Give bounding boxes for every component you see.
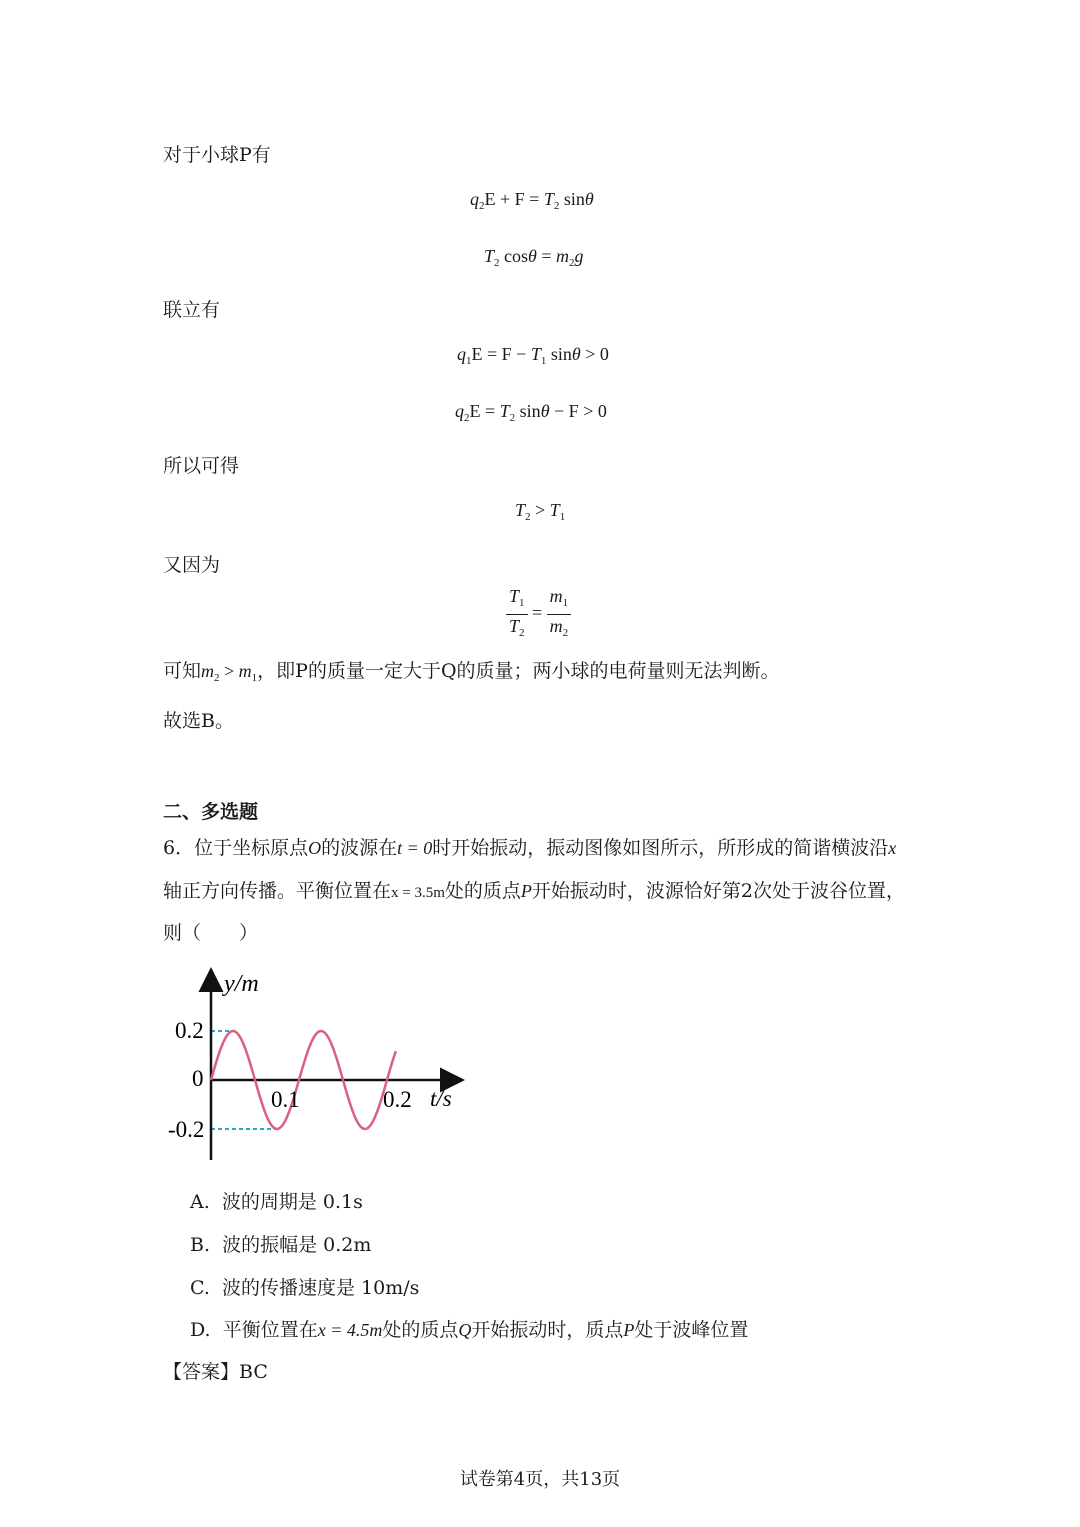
y-tick-0: 0 [192,1066,204,1091]
y-tick-neg-0-2: -0.2 [168,1117,205,1142]
solution-line-ball-p: 对于小球P有 [163,144,271,166]
answer-value: BC [239,1361,268,1383]
equation-1: $q_2E + F = T_2$ sinθ [470,189,594,212]
x-tick-0-2: 0.2 [383,1087,412,1112]
section-heading: 二、多选题 [163,801,259,823]
x-axis-label: t/s [430,1086,452,1111]
question-line-3: 则（ ） [163,922,259,944]
question-line-1: 6．位于坐标原点O的波源在t = 0时开始振动，振动图像如图所示，所形成的简谐横波沿x [163,837,897,859]
solution-line-combine: 联立有 [163,299,221,321]
solution-line-because: 又因为 [163,554,221,576]
answer-label: 【答案】 [163,1361,240,1383]
equation-6-fraction: $\frac{T_1}{T_2}$ = $\frac{m_1}{m_2}$ [506,585,571,644]
option-c[interactable]: C. 波的传播速度是 10m/s [190,1277,420,1299]
equation-4: $q_2E = T_2$ sinθ − F > 0 [455,401,607,424]
question-line-2: 轴正方向传播。平衡位置在x = 3.5m处的质点P开始振动时，波源恰好第2次处于波谷位置， [163,880,906,902]
option-a[interactable]: A. 波的周期是 0.1s [190,1191,363,1213]
solution-conclusion: 可知$m_2 > m_1$，即P的质量一定大于Q的质量；两小球的电荷量则无法判断。 [163,660,780,684]
answer-line [163,1357,268,1384]
solution-choose: 故选B。 [163,710,234,732]
fraction-m1-m2: $\frac{m_1}{m_2}$ [547,585,572,644]
option-d[interactable]: D. 平衡位置在x = 4.5m处的质点Q开始振动时，质点P处于波峰位置 [190,1319,749,1341]
vibration-graph [160,960,480,1170]
y-tick-0-2: 0.2 [175,1018,204,1043]
equation-2: $T_2$ $\cos\theta = m_2g$ [484,246,584,269]
x-tick-0-1: 0.1 [271,1087,300,1112]
fraction-t1-t2: $\frac{T_1}{T_2}$ [506,585,528,644]
solution-line-so: 所以可得 [163,455,240,477]
equation-3: $q_1E = F - T_1$ sinθ > 0 [457,344,609,367]
option-b[interactable]: B. 波的振幅是 0.2m [190,1234,372,1256]
y-axis-label: y/m [224,971,259,997]
equation-5: $T_2 > T_1$ [515,500,566,523]
page-footer: 试卷第4页，共13页 [459,1469,621,1490]
